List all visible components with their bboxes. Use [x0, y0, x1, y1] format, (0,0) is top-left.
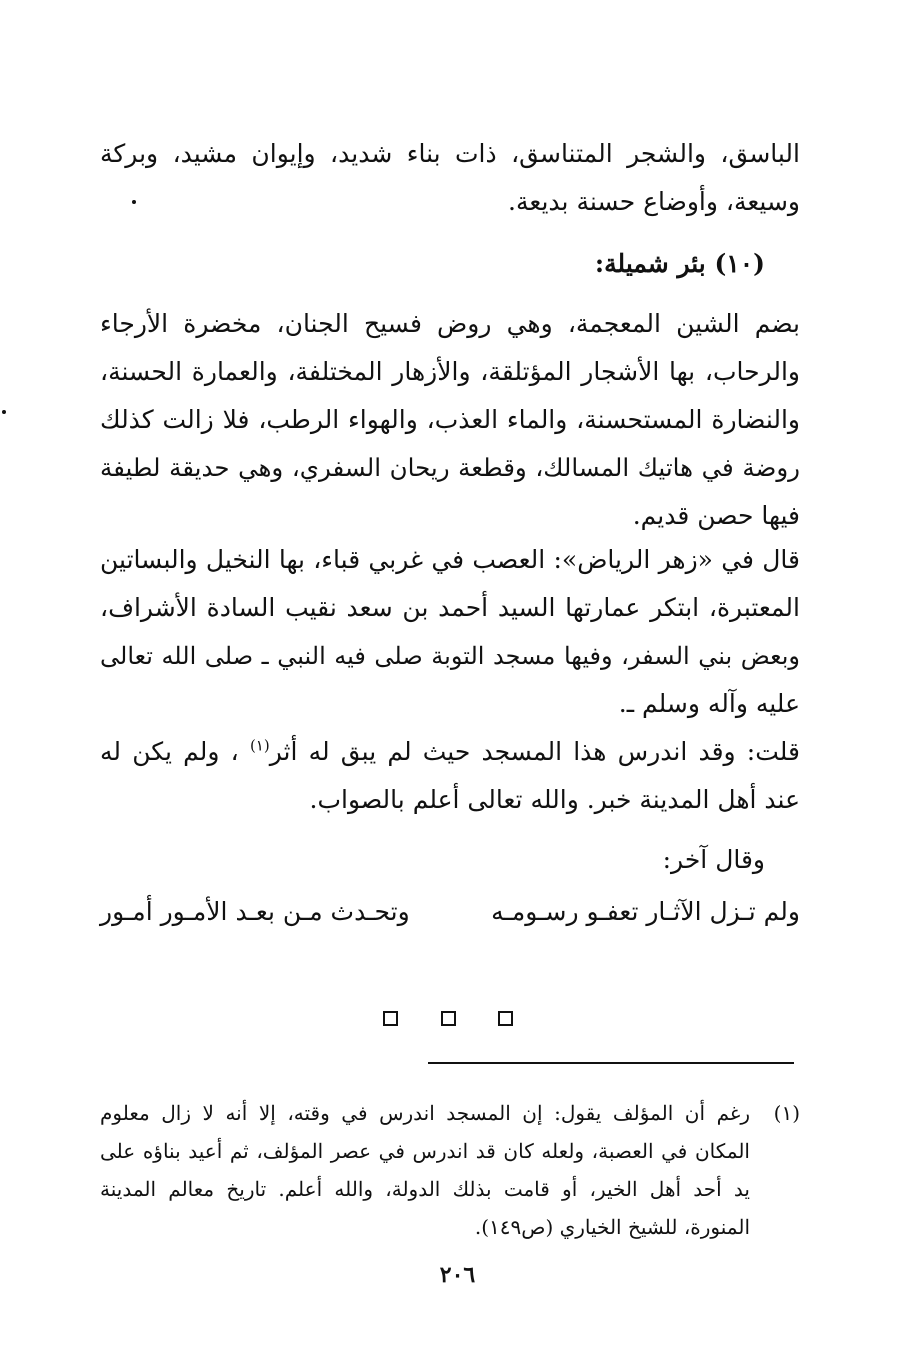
note-text: ، ولم يكن له	[100, 737, 239, 766]
paragraph-note	[100, 728, 800, 824]
note-text: قلت: وقد اندرس هذا المسجد حيث لم يبق له أثر	[269, 737, 800, 766]
square-icon	[498, 1011, 513, 1026]
footnote-separator	[428, 1062, 794, 1064]
text-line	[100, 728, 800, 776]
footnote-line: يد أحد أهل الخير، أو قامت بذلك الدولة، والله أعلم. تاريخ معالم المدينة	[100, 1177, 750, 1201]
poem-verse	[100, 888, 800, 936]
footnote-line: المكان في العصبة، ولعله كان قد اندرس في عصر المؤلف، ثم أعيد بناؤه على	[100, 1139, 750, 1163]
footnote-line: المنورة، للشيخ الخياري (ص١٤٩).	[474, 1215, 750, 1239]
text-line: عند أهل المدينة خبر. والله تعالى أعلم بالصواب.	[309, 785, 800, 814]
text-line: روضة في هاتيك المسالك، وقطعة ريحان السفري، وهي حديقة لطيفة	[100, 453, 800, 482]
text-line: قال في «زهر الرياض»: العصب في غربي قباء، بها النخيل والبساتين	[100, 545, 800, 574]
text-line: بضم الشين المعجمة، وهي روض فسيح الجنان، مخضرة الأرجاء	[100, 309, 800, 338]
square-icon	[383, 1011, 398, 1026]
text-line: الباسق، والشجر المتناسق، ذات بناء شديد، وإيوان مشيد، وبركة	[100, 139, 800, 168]
text-line: وبعض بني السفر، وفيها مسجد التوبة صلى فيه النبي ـ صلى الله تعالى	[100, 642, 800, 670]
section-divider-ornament	[383, 1011, 513, 1031]
footnote-reference[interactable]: (١)	[249, 736, 270, 755]
footnote-line: رغم أن المؤلف يقول: إن المسجد اندرس في وقته، إلا أنه لا زال معلوم	[100, 1101, 750, 1125]
verse-first-hemistich: ولم تـزل الآثـار تعفـو رسـومـه	[491, 897, 800, 926]
text-line: فيها حصن قديم.	[632, 501, 800, 530]
text-line: والرحاب، بها الأشجار المؤتلقة، والأزهار المختلفة، والعمارة الحسنة،	[100, 357, 800, 386]
paragraph-quote	[100, 536, 800, 728]
page-number: ٢٠٦	[439, 1262, 476, 1288]
footnote-text	[100, 1094, 750, 1246]
footnote	[100, 1094, 800, 1246]
square-icon	[441, 1011, 456, 1026]
footnote-marker: (١)	[773, 1101, 800, 1125]
text-line: المعتبرة، ابتكر عمارتها السيد أحمد بن سعد نقيب السادة الأشراف،	[100, 593, 800, 622]
poem-intro: وقال آخر:	[662, 845, 765, 874]
text-line: والنضارة المستحسنة، والماء العذب، والهواء الرطب، فلا زالت كذلك	[100, 405, 800, 434]
text-line: عليه وآله وسلم ـ.	[618, 689, 800, 718]
section-heading: (١٠) بئر شميلة:	[594, 249, 765, 278]
paragraph-description	[100, 300, 800, 540]
text-line: وسيعة، وأوضاع حسنة بديعة.	[508, 187, 800, 216]
verse-second-hemistich: وتحـدث مـن بعـد الأمـور أمـور	[100, 897, 410, 926]
paragraph-intro	[100, 130, 800, 226]
ink-speck	[2, 410, 6, 414]
ink-speck	[132, 200, 136, 204]
